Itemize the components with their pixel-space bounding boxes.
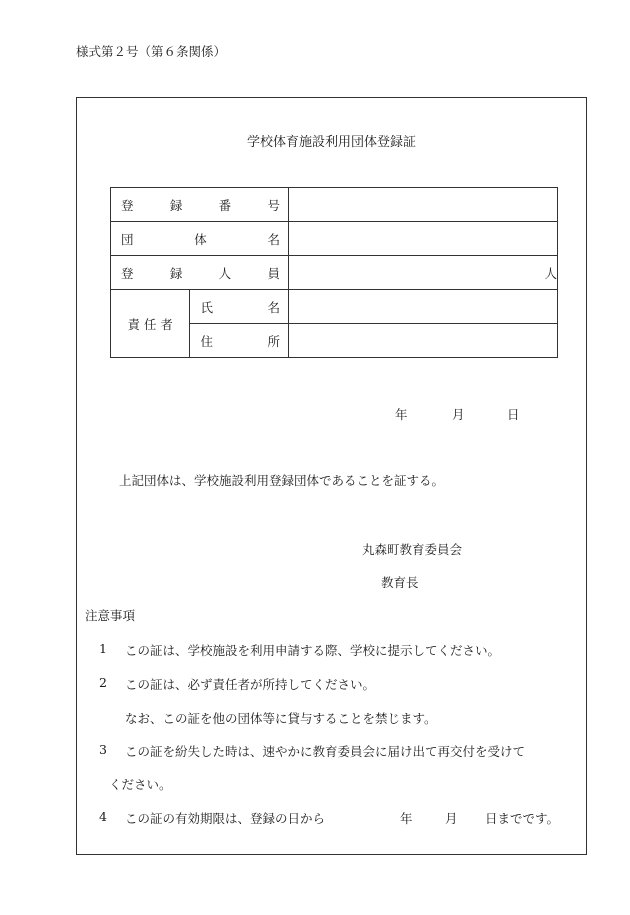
address-label: 住 所 [190,324,289,358]
issuer-organization: 丸森町教育委員会 [362,542,463,557]
group-name-label: 団 体 名 [111,222,289,256]
note-1-text: この証は、学校施設を利用申請する際、学校に提示してください。 [125,643,501,658]
registration-table [110,187,558,358]
note-4-text: この証の有効期限は、登録の日から [125,811,326,826]
date-year: 年 [395,407,408,422]
note-3-text: この証を紛失した時は、速やかに教育委員会に届け出て再交付を受けて [125,744,526,759]
note-4-number: 4 [99,809,107,824]
note-4-end: 日までです。 [485,811,560,826]
member-count-field[interactable] [289,256,558,290]
responsible-address-field[interactable] [289,324,558,358]
note-3-continued: ください。 [109,777,172,792]
member-unit: 人 [544,265,557,281]
group-name-field[interactable] [289,222,558,256]
member-count-row [111,256,558,290]
note-4-year: 年 [400,811,413,826]
responsible-person-label: 責 任 者 [111,290,190,358]
date-month: 月 [452,407,465,422]
note-4-month: 月 [445,811,458,826]
certification-text: 上記団体は、学校施設利用登録団体であることを証する。 [119,473,445,488]
responsible-name-row [111,290,558,324]
name-label: 氏 名 [190,290,289,324]
registration-number-label: 登 録 番 号 [111,188,289,222]
responsible-name-field[interactable] [289,290,558,324]
date-day: 日 [507,407,520,422]
member-count-label: 登 録 人 員 [111,256,289,290]
registration-number-field[interactable] [289,188,558,222]
note-1-number: 1 [99,641,107,656]
registration-number-row [111,188,558,222]
certificate-frame [76,97,587,855]
group-name-row [111,222,558,256]
note-3-number: 3 [99,742,107,757]
certificate-title: 学校体育施設利用団体登録証 [246,135,416,150]
issuer-title: 教育長 [381,575,419,590]
note-2-number: 2 [99,675,107,690]
note-2-continued: なお、この証を他の団体等に貸与することを禁じます。 [125,711,437,726]
form-number: 様式第２号（第６条関係） [76,44,227,59]
notes-heading: 注意事項 [85,608,136,623]
note-2-text: この証は、必ず責任者が所持してください。 [125,677,376,692]
